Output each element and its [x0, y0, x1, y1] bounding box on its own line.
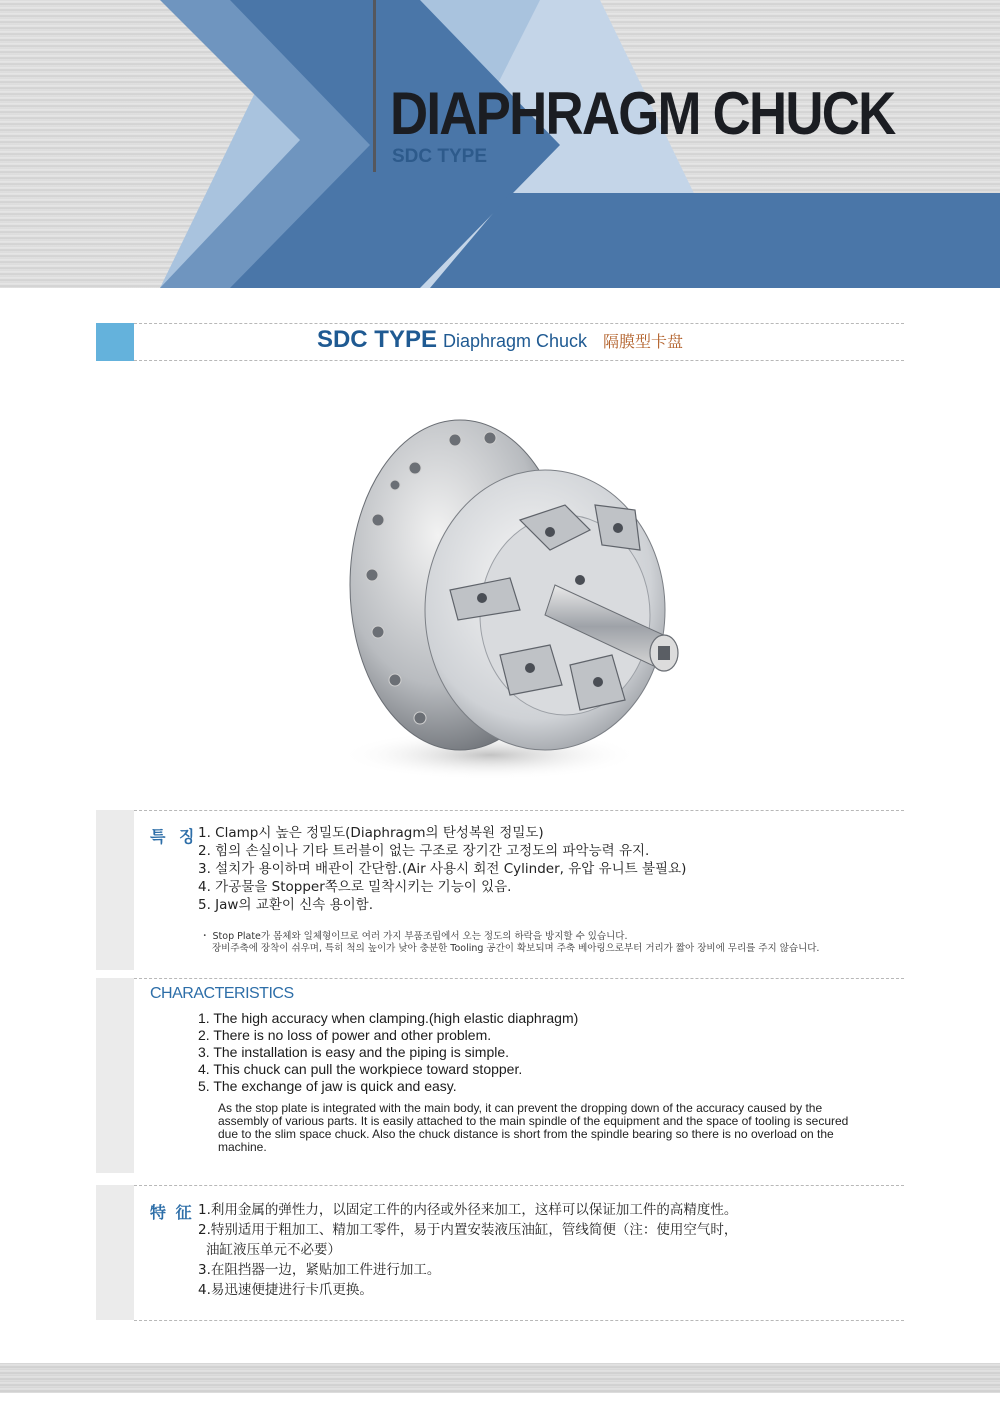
section-title-en: Diaphragm Chuck	[442, 331, 588, 351]
list-item: 4.易迅速便捷进行卡爪更换。	[198, 1282, 373, 1298]
list-item: 1. Clamp시 높은 정밀도(Diaphragm의 탄성복원 정밀도)	[198, 825, 544, 841]
section-title-cn: 隔膜型卡盘	[603, 332, 684, 351]
list-item: 2.特别适用于粗加工、精加工零件，易于内置安装液压油缸，管线简便（注：使用空气时，	[198, 1222, 738, 1238]
stripe-cn	[96, 1185, 134, 1320]
list-item: 2. 힘의 손실이나 기타 트러블이 없는 구조로 장기간 고정도의 파악능력 유지.	[198, 843, 650, 859]
list-item: 3.在阻挡器一边，紧贴加工件进行加工。	[198, 1262, 441, 1278]
footer-band	[0, 1363, 1000, 1393]
title-divider	[373, 0, 376, 172]
divider-top	[134, 323, 904, 324]
korean-note-line: 장비주축에 장착이 쉬우며, 특히 척의 높이가 낮아 충분한 Tooling 공간이 확보되며 주축 베아링으로부터 거리가 짧아 장비에 무리를 주지 않습니다.	[212, 943, 820, 954]
korean-note	[200, 931, 819, 955]
korean-note-line: ・ Stop Plate가 몸체와 일체형이므로 여러 가지 부품조립에서 오는 정도의 하락을 방지할 수 있습니다.	[200, 931, 628, 942]
label-chinese: 特 征	[150, 1203, 194, 1222]
english-note: As the stop plate is integrated with the main body, it can prevent the dropping down of the accuracy caused by the assembly of various parts. It is easily attached to the main spindle of the equipment and the space of tooling is secured due to the slim space chuck. Also the chuck distance is short from the spindle bearing so there is no overload on the machine.	[218, 1101, 849, 1154]
list-item: 油缸液压单元不必要）	[206, 1242, 341, 1258]
list-item: 2. There is no loss of power and other problem.	[198, 1027, 492, 1043]
label-korean: 특 징	[150, 827, 199, 846]
label-characteristics: CHARACTERISTICS	[150, 985, 294, 1002]
list-item: 4. 가공물을 Stopper쪽으로 밀착시키는 기능이 있음.	[198, 879, 512, 895]
list-item: 3. 설치가 용이하며 배관이 간단함.(Air 사용시 회전 Cylinder, 유압 유니트 불필요)	[198, 861, 687, 877]
header-banner	[0, 0, 1000, 288]
english-feature-list	[198, 1010, 578, 1095]
list-item: 5. Jaw의 교환이 신속 용이함.	[198, 897, 374, 913]
section-title-strong: SDC TYPE	[316, 326, 437, 353]
section-heading	[0, 326, 1000, 354]
divider-cn-bottom	[134, 1320, 904, 1321]
divider-cn-top	[134, 1185, 904, 1186]
list-item: 3. The installation is easy and the piping is simple.	[198, 1044, 510, 1060]
divider-bottom	[134, 360, 904, 361]
korean-feature-list	[198, 824, 686, 914]
list-item: 5. The exchange of jaw is quick and easy.	[198, 1078, 457, 1094]
stripe-kr	[96, 810, 134, 970]
divider-kr-top	[134, 810, 904, 811]
banner-bar-dark	[430, 193, 1000, 288]
list-item: 1.利用金属的弹性力，以固定工件的内径或外径来加工，这样可以保证加工件的高精度性。	[198, 1202, 738, 1218]
chinese-feature-list	[198, 1200, 737, 1300]
page-subtitle: SDC TYPE	[392, 146, 488, 167]
page-title: DIAPHRAGM CHUCK	[390, 80, 895, 147]
divider-en-top	[134, 978, 904, 979]
list-item: 1. The high accuracy when clamping.(high elastic diaphragm)	[198, 1010, 579, 1026]
list-item: 4. This chuck can pull the workpiece toward stopper.	[198, 1061, 523, 1077]
stripe-en	[96, 978, 134, 1173]
product-image	[340, 410, 700, 790]
